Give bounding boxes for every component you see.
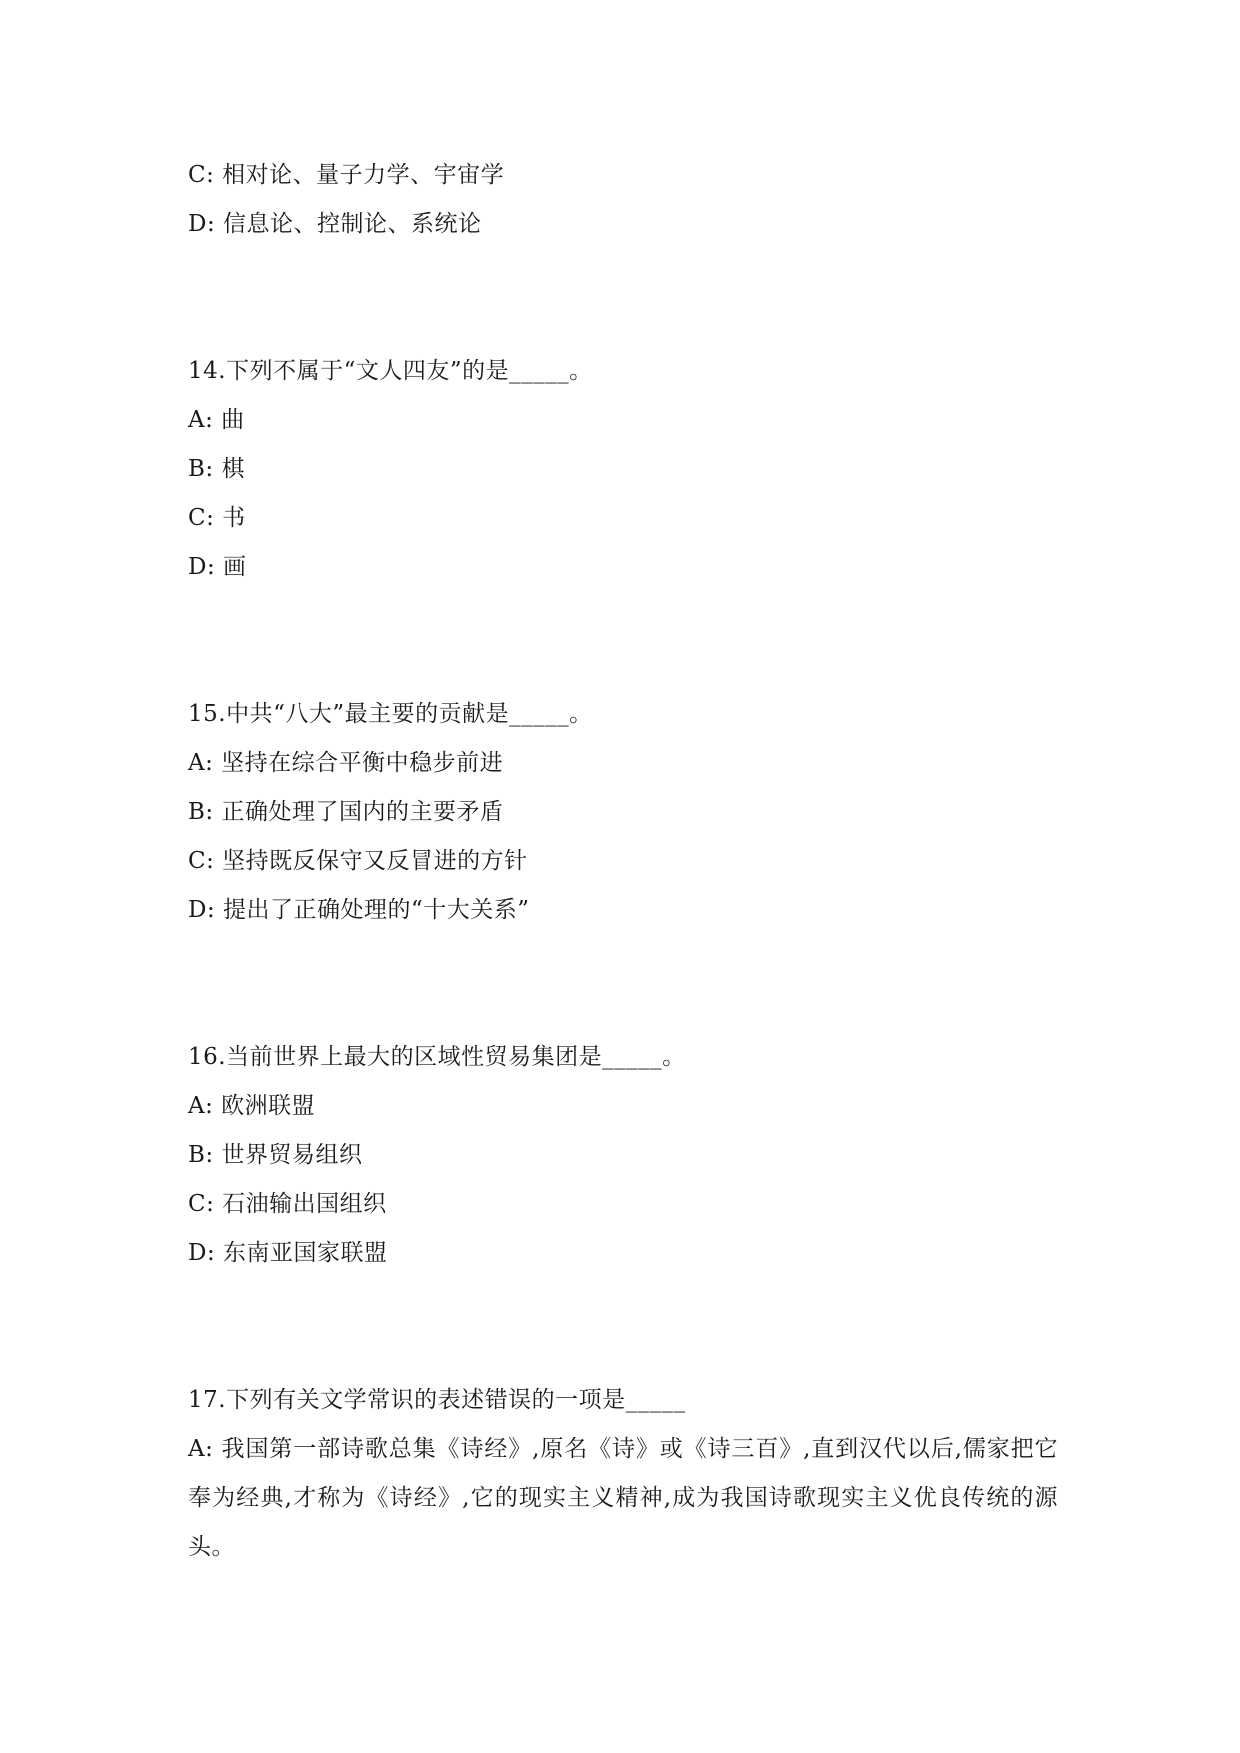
q16-option-b: B: 世界贸易组织 [188,1142,363,1168]
q14-option-a: A: 曲 [188,407,245,433]
q15-option-a: A: 坚持在综合平衡中稳步前进 [188,750,504,776]
q16-option-c: C: 石油输出国组织 [188,1191,387,1217]
q17-option-a: A: 我国第一部诗歌总集《诗经》,原名《诗》或《诗三百》,直到汉代以后,儒家把它奉为经典,才称为《诗经》,它的现实主义精神,成为我国诗歌现实主义优良传统的源头。 [188,1436,1058,1560]
q14-option-d: D: 画 [188,554,247,580]
q16-option-d: D: 东南亚国家联盟 [188,1240,388,1266]
q17-question: 17.下列有关文学常识的表述错误的一项是_____ [188,1387,686,1413]
q15-question: 15.中共“八大”最主要的贡献是_____。 [188,701,593,727]
q14-option-b: B: 棋 [188,456,245,482]
q14-option-c: C: 书 [188,505,246,531]
q15-option-d: D: 提出了正确处理的“十大关系” [188,897,530,923]
q15-option-c: C: 坚持既反保守又反冒进的方针 [188,848,528,874]
q13-option-d: D: 信息论、控制论、系统论 [188,211,482,237]
q16-option-a: A: 欧洲联盟 [188,1093,316,1119]
q16-question: 16.当前世界上最大的区域性贸易集团是_____。 [188,1044,686,1070]
q13-option-c: C: 相对论、量子力学、宇宙学 [188,162,505,188]
q14-question: 14.下列不属于“文人四友”的是_____。 [188,358,593,384]
q15-option-b: B: 正确处理了国内的主要矛盾 [188,799,504,825]
